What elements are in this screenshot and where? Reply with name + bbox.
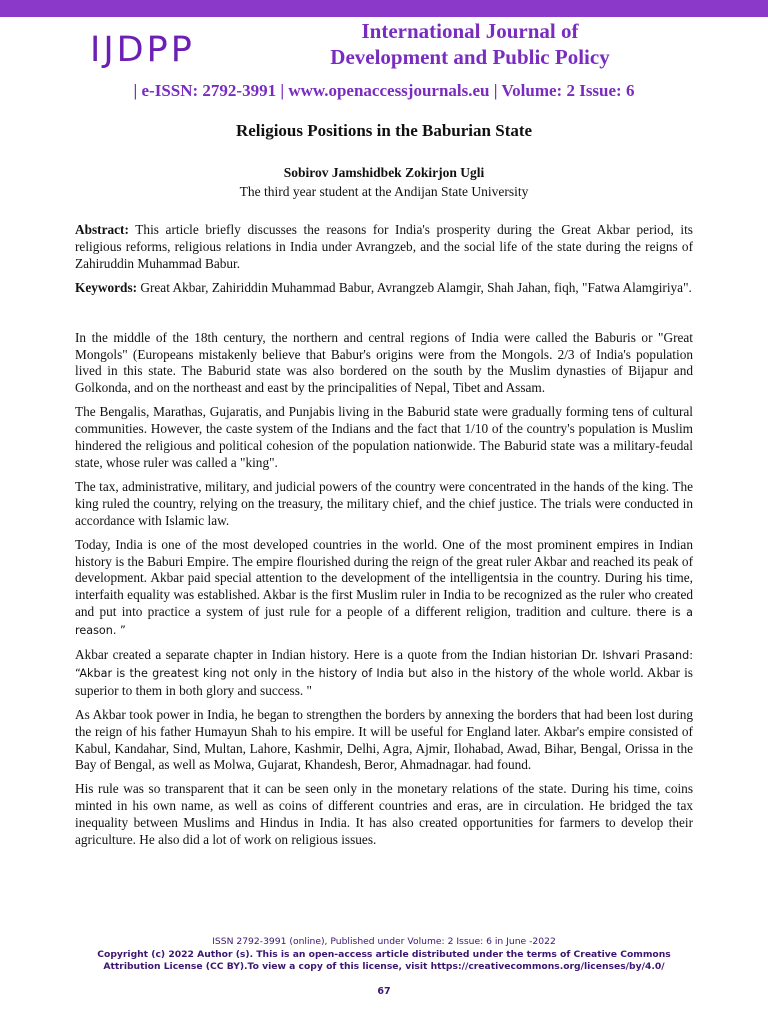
paragraph-5	[75, 647, 693, 700]
paragraph-5-part-a: Akbar created a separate chapter in Indian history. Here is a quote from the Indian historian Dr.	[75, 647, 603, 663]
author-affiliation: The third year student at the Andijan State University	[239, 184, 529, 199]
journal-title	[290, 18, 650, 70]
abstract	[75, 222, 693, 273]
paragraph-5-part-c: the whole world. Akbar is superior to them in both glory and success. "	[75, 664, 693, 698]
paragraph-3: The tax, administrative, military, and judicial powers of the country were concentrated in the hands of the king. The king ruled the country, relying on the treasury, the military chief, and the chief justice. The trials were conducted in accordance with Islamic law.	[75, 478, 693, 528]
article-title: Religious Positions in the Baburian State	[235, 121, 533, 140]
page-number: 67	[377, 986, 391, 997]
paragraph-5-quote: Ishvari Prasand: “Akbar is the greatest king not only in the history of India but also in the history of	[75, 649, 693, 680]
top-color-bar	[0, 0, 768, 17]
abstract-label: Abstract:	[75, 222, 129, 237]
paragraph-4	[75, 537, 693, 640]
issn-line: | e-ISSN: 2792-3991 | www.openaccessjournals.eu | Volume: 2 Issue: 6	[133, 81, 635, 100]
paragraph-6: As Akbar took power in India, he began to strengthen the borders by annexing the borders that had been lost during the reign of his father Humayun Shah to his empire. It will be useful for England later. Akbar's empire consisted of Kabul, Kandahar, Sind, Multan, Lahore, Kashmir, Delhi, Agra, Ajmir, Ilohabad, Awad, Bihar, Bengal, Orissa in the Bay of Bengal, as well as Molwa, Gujarat, Khandesh, Beror, Ahmadnagar. had found.	[75, 706, 693, 773]
keywords	[75, 280, 693, 297]
page-footer	[60, 936, 708, 974]
author-name: Sobirov Jamshidbek Zokirjon Ugli	[283, 165, 485, 180]
paragraph-1: In the middle of the 18th century, the northern and central regions of India were called the Baburis or "Great Mongols" (Europeans mistakenly believe that Babur's origins were from the Mongols. 2/3 of India's population lived in this state. The Baburid state was also bordered on the south by the Muslim dynasties of Bijapur and Golkonda, and on the northeast and east by the principalities of Nepal, Tibet and Assam.	[75, 329, 693, 396]
article-body	[75, 222, 693, 856]
keywords-label: Keywords:	[75, 279, 138, 295]
footer-license-line: Attribution License (CC BY).To view a copy of this license, visit https://creativecommons.org/licenses/by/4.0/	[103, 961, 665, 972]
journal-logo: IJDPP	[90, 30, 195, 70]
footer-copyright-line: Copyright (c) 2022 Author (s). This is an open-access article distributed under the terms of Creative Commons	[97, 948, 671, 960]
footer-issn-line: ISSN 2792-3991 (online), Published under Volume: 2 Issue: 6 in June -2022	[212, 936, 556, 947]
paragraph-4-main: Today, India is one of the most developed countries in the world. One of the most prominent empires in Indian history is the Baburi Empire. The empire flourished during the reign of the great ruler Akbar and reached its peak of development. Akbar paid special attention to the development of the intelligentsia in the country. During his time, interfaith equality was established. Akbar is the first Muslim ruler in India to be recognized as the ruler who created and put into practice a system of just rule for a people of a different religion, tradition and culture.	[75, 536, 693, 620]
paragraph-2: The Bengalis, Marathas, Gujaratis, and Punjabis living in the Baburid state were gradually forming tens of cultural communities. However, the caste system of the Indians and the fact that 1/10 of the country's population is Muslim hindered the religious and political cohesion of the population nationwide. The Baburid state was a military-feudal state, whose ruler was called a "king".	[75, 404, 693, 470]
paragraph-7: His rule was so transparent that it can be seen only in the monetary relations of the state. During his time, coins minted in his own name, as well as coins of different countries and eras, are in circulation. He bridged the tax inequality between Muslims and Hindus in India. It has also created opportunities for farmers to develop their agriculture. He also did a lot of work on religious issues.	[75, 781, 693, 848]
journal-title-line-2: Development and Public Policy	[330, 45, 610, 69]
journal-title-line-1: International Journal of	[361, 19, 579, 43]
keywords-text: Great Akbar, Zahiriddin Muhammad Babur, Avrangzeb Alamgir, Shah Jahan, fiqh, "Fatwa Alamgiriya".	[137, 279, 692, 295]
abstract-text: This article briefly discusses the reasons for India's prosperity during the Great Akbar period, its religious reforms, religious relations in India under Avrangzeb, and the social life of the state during the reigns of Zahiruddin Muhammad Babur.	[75, 222, 693, 271]
paragraph-4-tail: there is a reason. ”	[75, 606, 693, 638]
